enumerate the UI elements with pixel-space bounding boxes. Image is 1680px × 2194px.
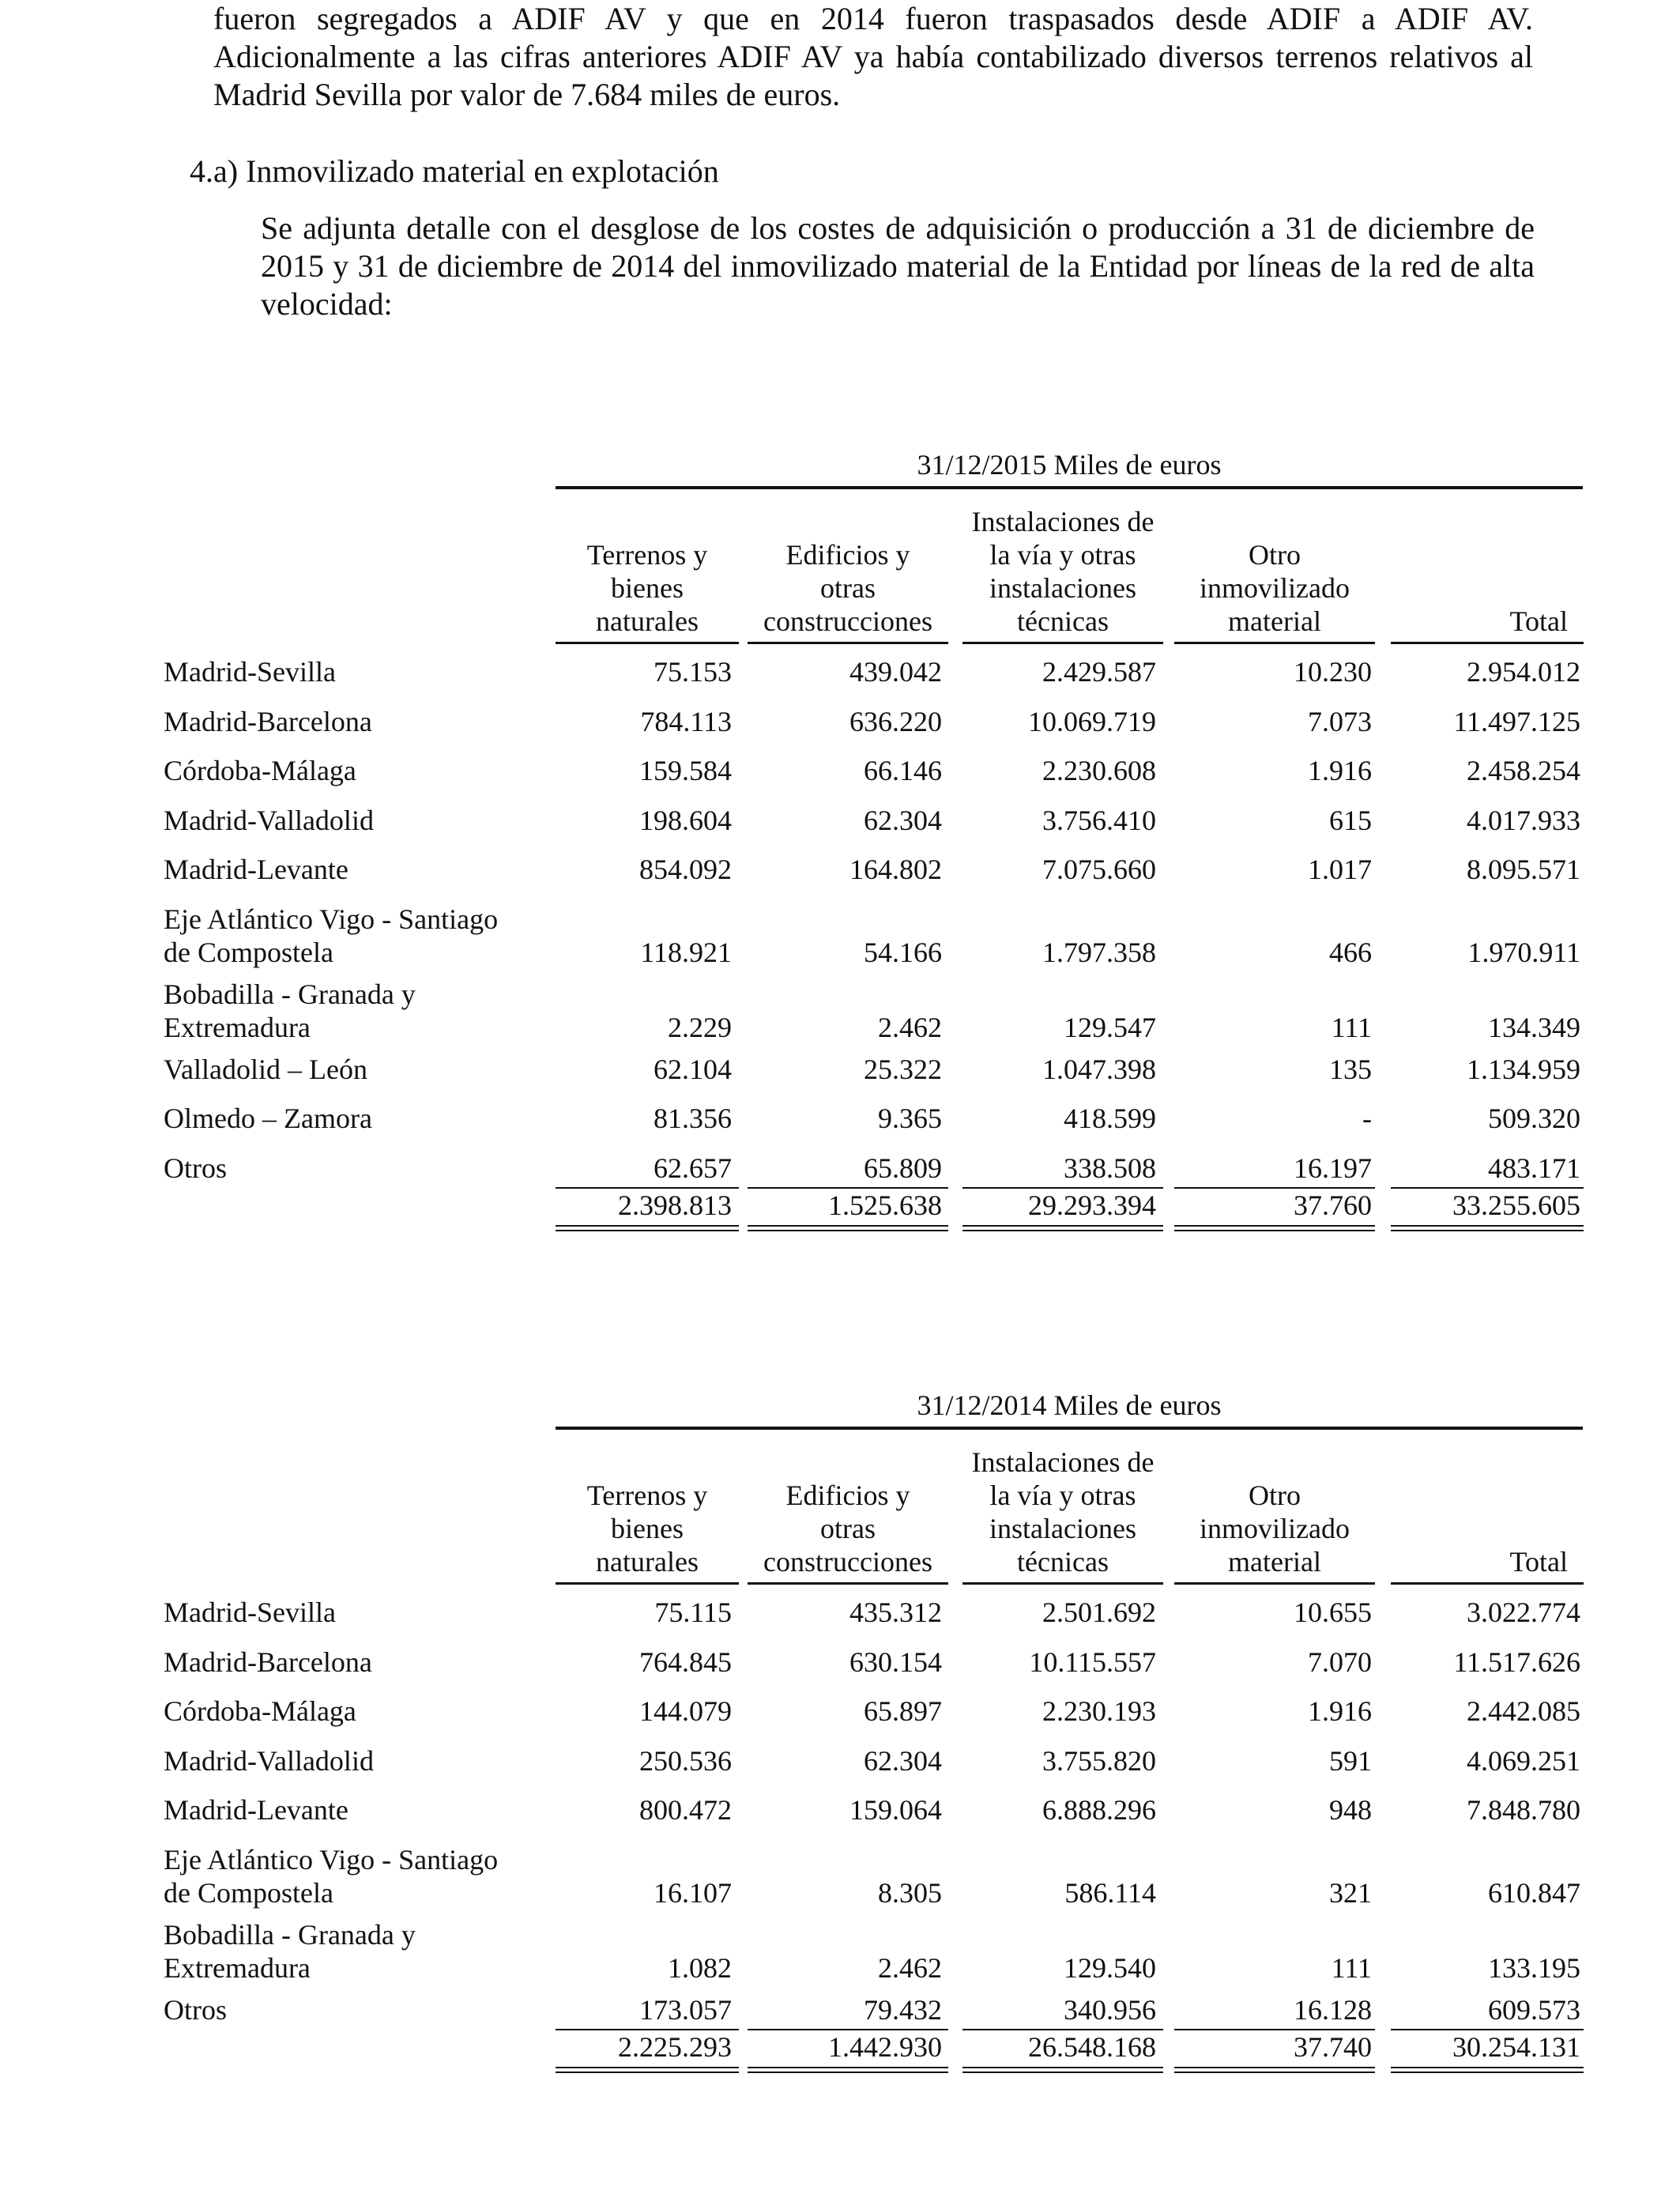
table-cell: 173.057 bbox=[639, 1993, 732, 2026]
table-cell: 81.356 bbox=[654, 1103, 732, 1134]
column-header-line: otras bbox=[820, 1513, 876, 1544]
total-double-rule bbox=[748, 1225, 948, 1231]
table-cell: 129.547 bbox=[1064, 1011, 1156, 1043]
table-cell: 2.462 bbox=[878, 1951, 942, 1984]
table-cell: 338.508 bbox=[1064, 1152, 1156, 1184]
row-label bbox=[164, 1993, 227, 2026]
financial-table bbox=[0, 448, 1680, 1238]
table-cell: 129.540 bbox=[1064, 1951, 1156, 1984]
table-top-rule bbox=[556, 486, 1583, 489]
table-cell: 1.082 bbox=[668, 1951, 732, 1984]
row-label bbox=[164, 1646, 372, 1679]
table-cell: 10.115.557 bbox=[1029, 1646, 1156, 1678]
table-cell: 159.584 bbox=[639, 755, 732, 786]
row-label-line: Valladolid – León bbox=[164, 1053, 367, 1085]
column-header bbox=[1391, 1545, 1584, 1578]
column-header-line: otras bbox=[820, 572, 876, 604]
column-header-rule bbox=[1391, 1582, 1584, 1585]
row-label-line: Eje Atlántico Vigo - Santiago bbox=[164, 1843, 499, 1875]
total-cell: 2.225.293 bbox=[618, 2030, 732, 2063]
table-cell: 439.042 bbox=[849, 656, 942, 688]
column-header-line: técnicas bbox=[1017, 1546, 1109, 1578]
table-cell: 159.064 bbox=[849, 1794, 942, 1826]
table-cell: 54.166 bbox=[864, 936, 942, 968]
table-cell: 591 bbox=[1329, 1744, 1372, 1777]
table-cell: - bbox=[1362, 1103, 1372, 1134]
table-cell: 418.599 bbox=[1064, 1103, 1156, 1134]
column-header-line: Otro bbox=[1249, 1480, 1301, 1511]
table-top-rule bbox=[556, 1427, 1583, 1430]
row-label bbox=[164, 1918, 416, 1985]
table-cell: 1.797.358 bbox=[1042, 936, 1156, 968]
row-label bbox=[164, 1843, 498, 1909]
table-cell: 2.458.254 bbox=[1467, 755, 1580, 786]
row-label-line: Madrid-Sevilla bbox=[164, 656, 336, 688]
column-header-line: Edificios y bbox=[785, 539, 910, 571]
row-label-line: Madrid-Levante bbox=[164, 1794, 348, 1826]
table-cell: 466 bbox=[1329, 936, 1372, 968]
table-cell: 8.305 bbox=[878, 1876, 942, 1909]
column-header-line: material bbox=[1228, 605, 1321, 637]
table-cell: 10.655 bbox=[1294, 1596, 1372, 1628]
total-cell: 30.254.131 bbox=[1452, 2030, 1580, 2063]
table-cell: 7.848.780 bbox=[1467, 1794, 1580, 1826]
row-label bbox=[164, 903, 498, 969]
table-cell: 7.070 bbox=[1308, 1646, 1372, 1678]
row-label-line: Otros bbox=[164, 1993, 227, 2026]
table-cell: 636.220 bbox=[849, 705, 942, 737]
table-cell: 1.134.959 bbox=[1467, 1053, 1580, 1085]
table-cell: 135 bbox=[1329, 1053, 1372, 1085]
table-cell: 62.104 bbox=[654, 1053, 732, 1085]
table-cell: 586.114 bbox=[1064, 1876, 1156, 1909]
table-cell: 11.497.125 bbox=[1453, 705, 1580, 737]
table-cell: 340.956 bbox=[1064, 1993, 1156, 2026]
row-label bbox=[164, 804, 374, 837]
column-header-rule bbox=[962, 1582, 1163, 1585]
column-header-line: Total bbox=[1509, 605, 1568, 637]
row-label-line: Madrid-Barcelona bbox=[164, 705, 372, 737]
column-header bbox=[1391, 605, 1584, 638]
table-cell: 1.916 bbox=[1308, 755, 1372, 786]
row-label-line: Extremadura bbox=[164, 1951, 311, 1984]
table-cell: 111 bbox=[1331, 1951, 1372, 1984]
section-paragraph: Se adjunta detalle con el desglose de los costes de adquisición o producción a 31 de diciembre de 2015 y 31 de diciembre de 2014 del inmovilizado material de la Entidad por líneas de la red de alta velocidad: bbox=[261, 210, 1535, 322]
row-label-line: Madrid-Barcelona bbox=[164, 1646, 372, 1678]
row-label-line: Otros bbox=[164, 1152, 227, 1184]
table-cell: 118.921 bbox=[640, 936, 732, 968]
row-label-line: Bobadilla - Granada y bbox=[164, 1918, 416, 1951]
table-cell: 8.095.571 bbox=[1467, 854, 1580, 885]
table-cell: 2.229 bbox=[668, 1011, 732, 1043]
row-label bbox=[164, 1793, 348, 1826]
table-cell: 134.349 bbox=[1488, 1011, 1580, 1043]
column-header bbox=[556, 538, 739, 638]
column-header bbox=[962, 1446, 1163, 1578]
column-header-line: bienes bbox=[611, 572, 684, 604]
column-header-line: Instalaciones de bbox=[971, 1446, 1155, 1478]
column-header-line: construcciones bbox=[763, 1546, 932, 1578]
column-header-line: inmovilizado bbox=[1200, 1513, 1350, 1544]
table-cell: 2.230.193 bbox=[1042, 1695, 1156, 1727]
table-cell: 6.888.296 bbox=[1042, 1794, 1156, 1826]
row-label bbox=[164, 978, 416, 1044]
section-heading: 4.a) Inmovilizado material en explotación bbox=[190, 153, 719, 189]
column-header-line: inmovilizado bbox=[1200, 572, 1350, 604]
table-cell: 75.115 bbox=[654, 1596, 732, 1628]
table-cell: 65.809 bbox=[864, 1152, 942, 1184]
row-label bbox=[164, 1744, 374, 1777]
table-cell: 25.322 bbox=[864, 1053, 942, 1085]
row-label-line: Olmedo – Zamora bbox=[164, 1103, 372, 1134]
total-cell: 37.760 bbox=[1294, 1189, 1372, 1221]
column-header bbox=[748, 1479, 948, 1578]
row-label-line: Madrid-Valladolid bbox=[164, 1744, 374, 1777]
row-label-line: de Compostela bbox=[164, 1876, 333, 1909]
column-header bbox=[1174, 538, 1375, 638]
table-cell: 2.501.692 bbox=[1042, 1596, 1156, 1628]
row-label bbox=[164, 655, 336, 688]
table-cell: 4.017.933 bbox=[1467, 804, 1580, 836]
table-cell: 62.304 bbox=[864, 804, 942, 836]
column-header-rule bbox=[962, 642, 1163, 644]
column-header-rule bbox=[556, 642, 739, 644]
row-label bbox=[164, 853, 348, 886]
table-cell: 630.154 bbox=[849, 1646, 942, 1678]
column-header-rule bbox=[1391, 642, 1584, 644]
column-header-line: bienes bbox=[611, 1513, 684, 1544]
row-label-line: Córdoba-Málaga bbox=[164, 755, 356, 786]
table-cell: 65.897 bbox=[864, 1695, 942, 1727]
column-header-line: Otro bbox=[1249, 539, 1301, 571]
column-header bbox=[556, 1479, 739, 1578]
table-cell: 3.022.774 bbox=[1467, 1596, 1580, 1628]
total-cell: 1.525.638 bbox=[828, 1189, 942, 1221]
column-header-line: técnicas bbox=[1017, 605, 1109, 637]
table-cell: 854.092 bbox=[639, 854, 732, 885]
table-cell: 609.573 bbox=[1488, 1993, 1580, 2026]
table-cell: 509.320 bbox=[1488, 1103, 1580, 1134]
table-cell: 66.146 bbox=[864, 755, 942, 786]
table-cell: 2.462 bbox=[878, 1011, 942, 1043]
total-double-rule bbox=[748, 2067, 948, 2073]
table-cell: 10.069.719 bbox=[1028, 705, 1156, 737]
column-header-line: instalaciones bbox=[989, 572, 1136, 604]
table-cell: 2.954.012 bbox=[1467, 656, 1580, 688]
table-cell: 615 bbox=[1329, 804, 1372, 836]
table-cell: 10.230 bbox=[1294, 656, 1372, 688]
row-label-line: Madrid-Levante bbox=[164, 854, 348, 885]
row-label bbox=[164, 1102, 372, 1135]
total-double-rule bbox=[962, 1225, 1163, 1231]
table-cell: 2.230.608 bbox=[1042, 755, 1156, 786]
table-cell: 16.197 bbox=[1294, 1152, 1372, 1184]
column-header-rule bbox=[556, 1582, 739, 1585]
column-header-line: Edificios y bbox=[785, 1480, 910, 1511]
column-header-line: construcciones bbox=[763, 605, 932, 637]
column-header bbox=[748, 538, 948, 638]
column-header-line: Instalaciones de bbox=[971, 506, 1155, 537]
total-cell: 1.442.930 bbox=[828, 2030, 942, 2063]
table-cell: 1.017 bbox=[1308, 854, 1372, 885]
total-cell: 33.255.605 bbox=[1452, 1189, 1580, 1221]
total-double-rule bbox=[1174, 2067, 1375, 2073]
column-header-rule bbox=[748, 642, 948, 644]
table-cell: 250.536 bbox=[639, 1744, 732, 1777]
total-double-rule bbox=[556, 2067, 739, 2073]
table-cell: 948 bbox=[1329, 1794, 1372, 1826]
column-header-line: naturales bbox=[596, 1546, 699, 1578]
table-cell: 2.442.085 bbox=[1467, 1695, 1580, 1727]
table-cell: 133.195 bbox=[1488, 1951, 1580, 1984]
table-cell: 7.075.660 bbox=[1042, 854, 1156, 885]
table-cell: 784.113 bbox=[640, 705, 732, 737]
row-label-line: Córdoba-Málaga bbox=[164, 1695, 356, 1727]
table-cell: 16.128 bbox=[1294, 1993, 1372, 2026]
table-cell: 435.312 bbox=[849, 1596, 942, 1628]
table-cell: 483.171 bbox=[1488, 1152, 1580, 1184]
column-header-line: la vía y otras bbox=[989, 539, 1136, 571]
total-cell: 26.548.168 bbox=[1028, 2030, 1156, 2063]
table-cell: 4.069.251 bbox=[1467, 1744, 1580, 1777]
table-cell: 321 bbox=[1329, 1876, 1372, 1909]
column-header-line: instalaciones bbox=[989, 1513, 1136, 1544]
column-header-line: Terrenos y bbox=[586, 1480, 708, 1511]
row-label-line: Extremadura bbox=[164, 1011, 311, 1043]
row-label bbox=[164, 705, 372, 738]
total-double-rule bbox=[962, 2067, 1163, 2073]
total-double-rule bbox=[556, 1225, 739, 1231]
row-label bbox=[164, 1596, 336, 1629]
table-cell: 11.517.626 bbox=[1453, 1646, 1580, 1678]
column-header-line: la vía y otras bbox=[989, 1480, 1136, 1511]
table-cell: 610.847 bbox=[1488, 1876, 1580, 1909]
column-header-line: Total bbox=[1509, 1546, 1568, 1578]
table-cell: 800.472 bbox=[639, 1794, 732, 1826]
table-cell: 164.802 bbox=[849, 854, 942, 885]
row-label-line: de Compostela bbox=[164, 936, 333, 968]
row-label-line: Madrid-Sevilla bbox=[164, 1596, 336, 1628]
row-label bbox=[164, 1053, 367, 1086]
intro-paragraph: fueron segregados a ADIF AV y que en 2014 fueron traspasados desde ADIF a ADIF AV. Adicionalmente a las cifras anteriores ADIF AV ya había contabilizado diversos terrenos relativos al Madrid Sevilla por valor de 7.684 miles de euros. bbox=[213, 1, 1533, 112]
total-cell: 2.398.813 bbox=[618, 1189, 732, 1221]
table-cell: 1.047.398 bbox=[1042, 1053, 1156, 1085]
row-label bbox=[164, 1152, 227, 1185]
total-double-rule bbox=[1391, 1225, 1584, 1231]
table-cell: 2.429.587 bbox=[1042, 656, 1156, 688]
table-cell: 144.079 bbox=[639, 1695, 732, 1727]
table-cell: 79.432 bbox=[864, 1993, 942, 2026]
row-label-line: Bobadilla - Granada y bbox=[164, 978, 416, 1010]
table-cell: 62.657 bbox=[654, 1152, 732, 1184]
row-label-line: Madrid-Valladolid bbox=[164, 804, 374, 836]
table-cell: 62.304 bbox=[864, 1744, 942, 1777]
table-cell: 1.916 bbox=[1308, 1695, 1372, 1727]
total-cell: 29.293.394 bbox=[1028, 1189, 1156, 1221]
table-cell: 9.365 bbox=[878, 1103, 942, 1134]
table-cell: 75.153 bbox=[654, 656, 732, 688]
row-label bbox=[164, 1695, 356, 1728]
table-cell: 198.604 bbox=[639, 804, 732, 836]
financial-table bbox=[0, 1389, 1680, 2179]
table-cell: 1.970.911 bbox=[1467, 936, 1580, 968]
total-double-rule bbox=[1391, 2067, 1584, 2073]
column-header bbox=[962, 505, 1163, 638]
column-header-rule bbox=[1174, 642, 1375, 644]
table-cell: 111 bbox=[1331, 1011, 1372, 1043]
total-cell: 37.740 bbox=[1294, 2030, 1372, 2063]
total-double-rule bbox=[1174, 1225, 1375, 1231]
table-cell: 764.845 bbox=[639, 1646, 732, 1678]
column-header-rule bbox=[748, 1582, 948, 1585]
table-caption: 31/12/2015 Miles de euros bbox=[917, 449, 1222, 481]
column-header-rule bbox=[1174, 1582, 1375, 1585]
column-header-line: naturales bbox=[596, 605, 699, 637]
table-cell: 3.756.410 bbox=[1042, 804, 1156, 836]
column-header bbox=[1174, 1479, 1375, 1578]
row-label bbox=[164, 754, 356, 787]
table-cell: 16.107 bbox=[654, 1876, 732, 1909]
column-header-line: material bbox=[1228, 1546, 1321, 1578]
row-label-line: Eje Atlántico Vigo - Santiago bbox=[164, 903, 499, 935]
column-header-line: Terrenos y bbox=[586, 539, 708, 571]
table-cell: 7.073 bbox=[1308, 705, 1372, 737]
table-caption: 31/12/2014 Miles de euros bbox=[917, 1389, 1222, 1421]
table-cell: 3.755.820 bbox=[1042, 1744, 1156, 1777]
